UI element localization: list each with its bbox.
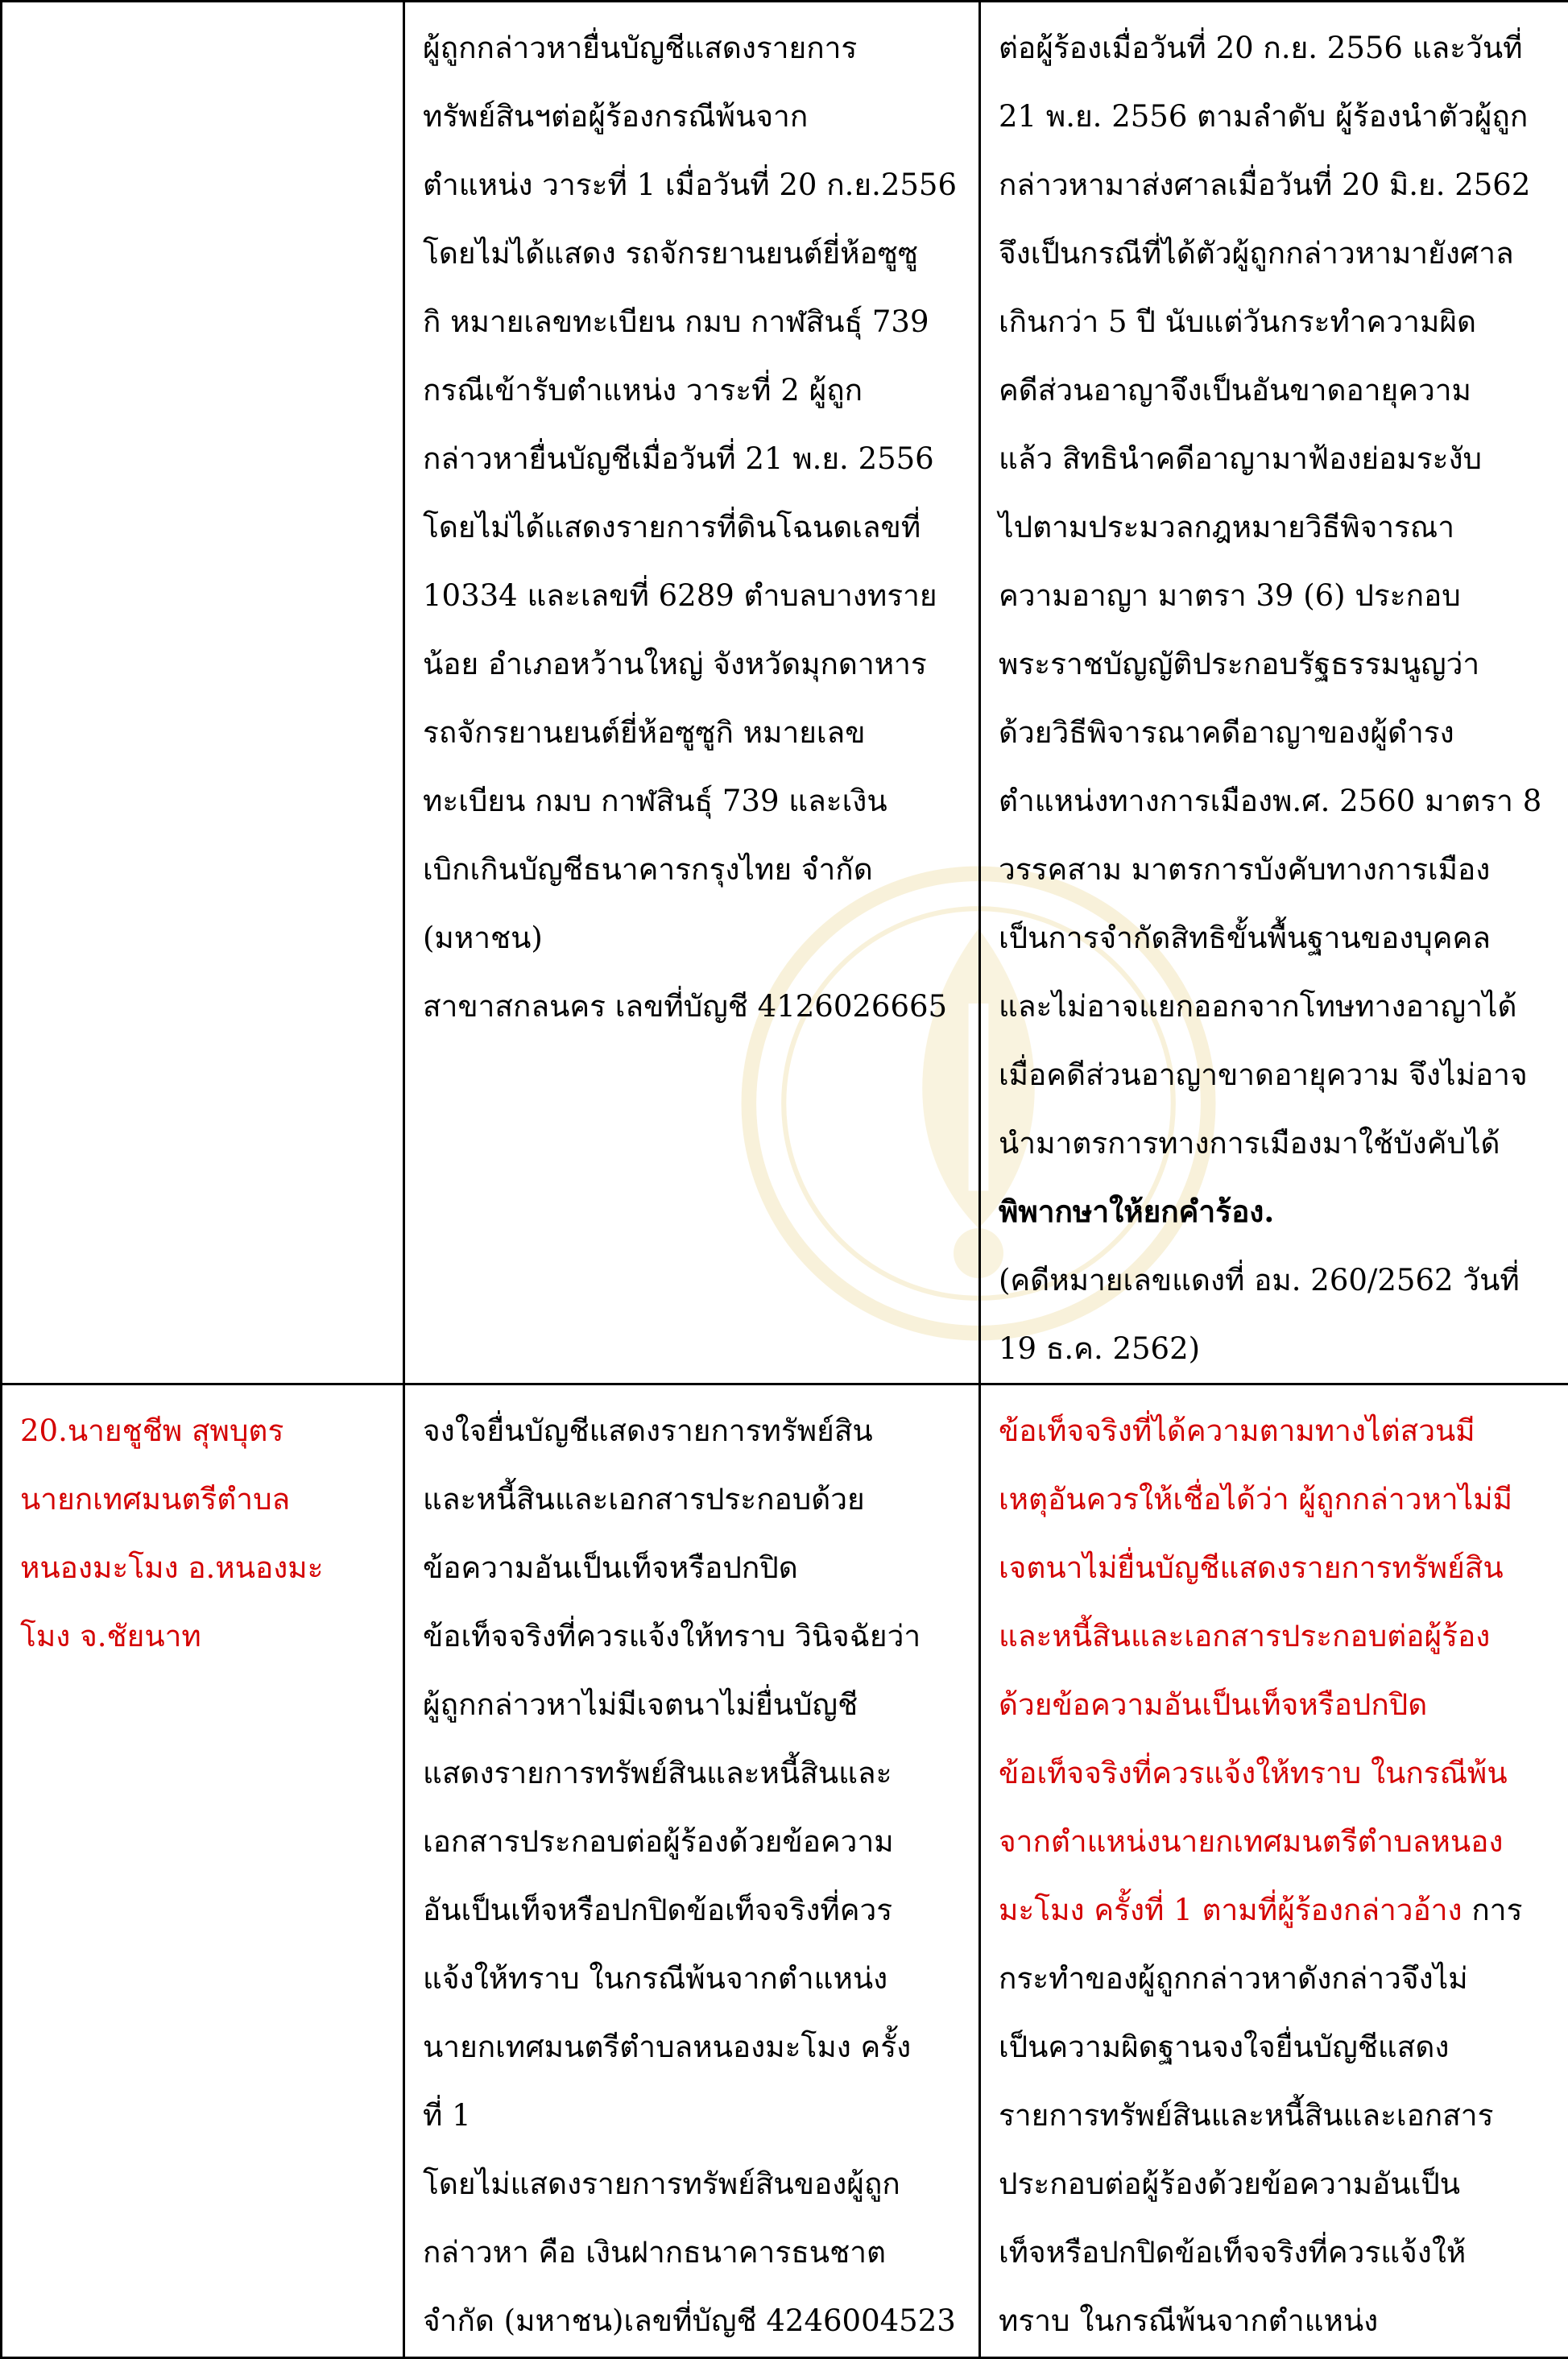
allegation-line: กิ หมายเลขทะเบียน กมบ กาฬสินธุ์ 739 — [423, 288, 961, 356]
accused-name-line: นายกเทศมนตรีตำบล — [20, 1465, 385, 1533]
allegation-line: อันเป็นเท็จหรือปกปิดข้อเท็จจริงที่ควร — [423, 1876, 961, 1944]
allegation-line: โดยไม่ได้แสดง รถจักรยานยนต์ยี่ห้อซูซู — [423, 219, 961, 288]
ruling-line: จึงเป็นกรณีที่ได้ตัวผู้ถูกกล่าวหามายังศาล — [999, 219, 1550, 288]
accused-name-line: หนองมะโมง อ.หนองมะ — [20, 1533, 385, 1602]
allegation-line: ที่ 1 — [423, 2081, 961, 2150]
ruling-line-red: จากตำแหน่งนายกเทศมนตรีตำบลหนอง — [999, 1807, 1550, 1876]
ruling-line: เป็นการจำกัดสิทธิขั้นพื้นฐานของบุคคล — [999, 904, 1550, 972]
accused-name-line: โมง จ.ชัยนาท — [20, 1602, 385, 1670]
ruling-line: 21 พ.ย. 2556 ตามลำดับ ผู้ร้องนำตัวผู้ถูก — [999, 82, 1550, 151]
ruling-cell — [980, 1384, 1568, 2358]
ruling-line: เกินกว่า 5 ปี นับแต่วันกระทำความผิด — [999, 288, 1550, 356]
ruling-text-red: มะโมง ครั้งที่ 1 ตามที่ผู้ร้องกล่าวอ้าง — [999, 1893, 1463, 1927]
ruling-line: เป็นความผิดฐานจงใจยื่นบัญชีแสดง — [999, 2013, 1550, 2081]
allegation-line: ผู้ถูกกล่าวหาไม่มีเจตนาไม่ยื่นบัญชี — [423, 1670, 961, 1739]
ruling-line: กล่าวหามาส่งศาลเมื่อวันที่ 20 มิ.ย. 2562 — [999, 151, 1550, 219]
table-row — [2, 2, 1568, 1384]
allegation-cell — [404, 1384, 980, 2358]
allegation-line: สาขาสกลนคร เลขที่บัญชี 4126026665 — [423, 972, 961, 1041]
ruling-line: ความอาญา มาตรา 39 (6) ประกอบ — [999, 561, 1550, 630]
ruling-line: ด้วยวิธีพิจารณาคดีอาญาของผู้ดำรง — [999, 698, 1550, 767]
allegation-line: แจ้งให้ทราบ ในกรณีพ้นจากตำแหน่ง — [423, 1944, 961, 2013]
ruling-text: การ — [1463, 1893, 1523, 1927]
allegation-line: โดยไม่แสดงรายการทรัพย์สินของผู้ถูก — [423, 2150, 961, 2218]
allegation-line: กล่าวหายื่นบัญชีเมื่อวันที่ 21 พ.ย. 2556 — [423, 424, 961, 493]
mixed-line — [999, 1876, 1550, 1944]
verdict-text: พิพากษาให้ยกคำร้อง. — [999, 1177, 1550, 1246]
allegation-line: น้อย อำเภอหว้านใหญ่ จังหวัดมุกดาหาร — [423, 630, 961, 698]
allegation-line: กรณีเข้ารับตำแหน่ง วาระที่ 2 ผู้ถูก — [423, 356, 961, 424]
ruling-cell — [980, 2, 1568, 1384]
allegation-line: กล่าวหา คือ เงินฝากธนาคารธนชาต — [423, 2218, 961, 2287]
ruling-line-red: เจตนาไม่ยื่นบัญชีแสดงรายการทรัพย์สิน — [999, 1533, 1550, 1602]
accused-name-line: 20.นายชูชีพ สุพบุตร — [20, 1397, 385, 1465]
allegation-line: ข้อความอันเป็นเท็จหรือปกปิด — [423, 1533, 961, 1602]
ruling-line: รายการทรัพย์สินและหนี้สินและเอกสาร — [999, 2081, 1550, 2150]
allegation-line: ตำแหน่ง วาระที่ 1 เมื่อวันที่ 20 ก.ย.2556 — [423, 151, 961, 219]
allegation-line: จงใจยื่นบัญชีแสดงรายการทรัพย์สิน — [423, 1397, 961, 1465]
accused-cell — [2, 1384, 404, 2358]
ruling-line: แล้ว สิทธินำคดีอาญามาฟ้องย่อมระงับ — [999, 424, 1550, 493]
allegation-line: และหนี้สินและเอกสารประกอบด้วย — [423, 1465, 961, 1533]
ruling-line: ประกอบต่อผู้ร้องด้วยข้อความอันเป็น — [999, 2150, 1550, 2218]
case-number-line: (คดีหมายเลขแดงที่ อม. 260/2562 วันที่ — [999, 1246, 1550, 1314]
allegation-line: ทะเบียน กมบ กาฬสินธุ์ 739 และเงิน — [423, 767, 961, 835]
allegation-line: เอกสารประกอบต่อผู้ร้องด้วยข้อความ — [423, 1807, 961, 1876]
table-row — [2, 1384, 1568, 2358]
ruling-line: และไม่อาจแยกออกจากโทษทางอาญาได้ — [999, 972, 1550, 1041]
ruling-line: ไปตามประมวลกฎหมายวิธีพิจารณา — [999, 493, 1550, 561]
ruling-line: พระราชบัญญัติประกอบรัฐธรรมนูญว่า — [999, 630, 1550, 698]
ruling-line: ต่อผู้ร้องเมื่อวันที่ 20 ก.ย. 2556 และวันที่ — [999, 14, 1550, 82]
ruling-line: เท็จหรือปกปิดข้อเท็จจริงที่ควรแจ้งให้ — [999, 2218, 1550, 2287]
ruling-line: ตำแหน่งทางการเมืองพ.ศ. 2560 มาตรา 8 — [999, 767, 1550, 835]
accused-cell — [2, 2, 404, 1384]
ruling-line: ทราบ ในกรณีพ้นจากตำแหน่ง — [999, 2287, 1550, 2355]
ruling-line-red: และหนี้สินและเอกสารประกอบต่อผู้ร้อง — [999, 1602, 1550, 1670]
allegation-line: เบิกเกินบัญชีธนาคารกรุงไทย จำกัด — [423, 835, 961, 904]
allegation-line: 10334 และเลขที่ 6289 ตำบลบางทราย — [423, 561, 961, 630]
allegation-line: จำกัด (มหาชน)เลขที่บัญชี 4246004523 — [423, 2287, 961, 2355]
allegation-line: (มหาชน) — [423, 904, 961, 972]
ruling-line: คดีส่วนอาญาจึงเป็นอันขาดอายุความ — [999, 356, 1550, 424]
allegation-line: โดยไม่ได้แสดงรายการที่ดินโฉนดเลขที่ — [423, 493, 961, 561]
ruling-line: นำมาตรการทางการเมืองมาใช้บังคับได้ — [999, 1109, 1550, 1177]
ruling-line-red: เหตุอันควรให้เชื่อได้ว่า ผู้ถูกกล่าวหาไม่มี — [999, 1465, 1550, 1533]
ruling-line: กระทำของผู้ถูกกล่าวหาดังกล่าวจึงไม่ — [999, 1944, 1550, 2013]
ruling-line-red: ด้วยข้อความอันเป็นเท็จหรือปกปิด — [999, 1670, 1550, 1739]
allegation-line: นายกเทศมนตรีตำบลหนองมะโมง ครั้ง — [423, 2013, 961, 2081]
allegation-line: รถจักรยานยนต์ยี่ห้อซูซูกิ หมายเลข — [423, 698, 961, 767]
allegation-line: แสดงรายการทรัพย์สินและหนี้สินและ — [423, 1739, 961, 1807]
ruling-line-red: ข้อเท็จจริงที่ควรแจ้งให้ทราบ ในกรณีพ้น — [999, 1739, 1550, 1807]
allegation-line: ข้อเท็จจริงที่ควรแจ้งให้ทราบ วินิจฉัยว่า — [423, 1602, 961, 1670]
ruling-line: วรรคสาม มาตรการบังคับทางการเมือง — [999, 835, 1550, 904]
ruling-line-red: ข้อเท็จจริงที่ได้ความตามทางไต่สวนมี — [999, 1397, 1550, 1465]
ruling-line: เมื่อคดีส่วนอาญาขาดอายุความ จึงไม่อาจ — [999, 1041, 1550, 1109]
allegation-cell — [404, 2, 980, 1384]
allegation-line: ทรัพย์สินฯต่อผู้ร้องกรณีพ้นจาก — [423, 82, 961, 151]
allegation-line: ผู้ถูกกล่าวหายื่นบัญชีแสดงรายการ — [423, 14, 961, 82]
case-number-line: 19 ธ.ค. 2562) — [999, 1314, 1550, 1383]
